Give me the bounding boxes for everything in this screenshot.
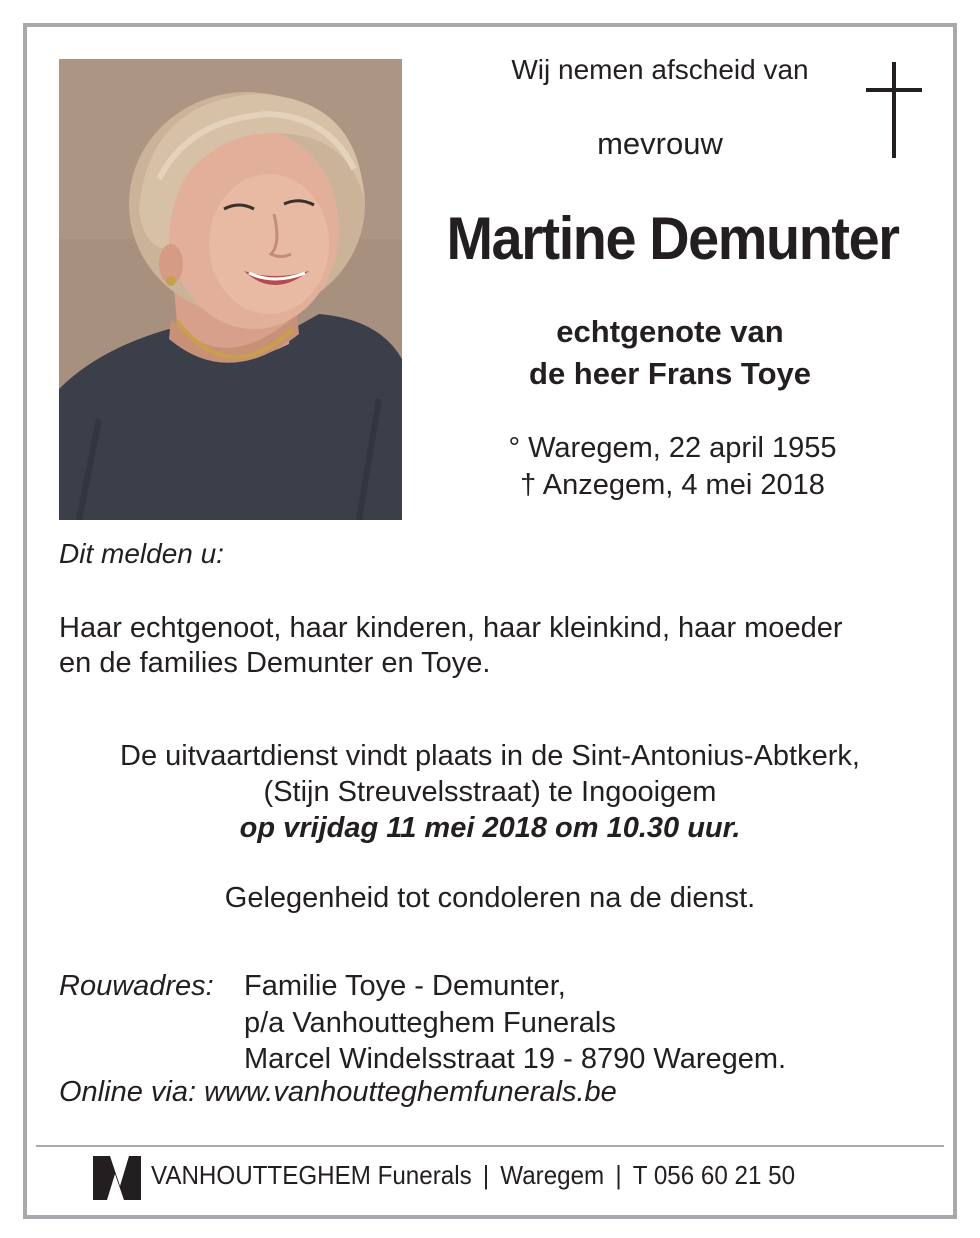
- family-line-2: en de families Demunter en Toye.: [59, 647, 491, 679]
- vanhoutteghem-logo-icon: [93, 1156, 141, 1200]
- death-info: † Anzegem, 4 mei 2018: [520, 469, 825, 501]
- service-datetime: op vrijdag 11 mei 2018 om 10.30 uur.: [239, 812, 741, 844]
- online-link[interactable]: Online via: www.vanhoutteghemfunerals.be: [59, 1076, 617, 1108]
- condolence-text: Gelegenheid tot condoleren na de dienst.: [224, 882, 756, 914]
- address-line-1: Familie Toye - Demunter,: [244, 970, 566, 1002]
- cross-icon: [866, 62, 922, 158]
- footer-divider: [36, 1145, 944, 1147]
- honorific: mevrouw: [597, 126, 723, 161]
- family-line-1: Haar echtgenoot, haar kinderen, haar kleinkind, haar moeder: [59, 612, 843, 644]
- deceased-name: Martine Demunter: [446, 205, 899, 272]
- announce-text: Dit melden u:: [59, 538, 224, 569]
- footer-phone[interactable]: T 056 60 21 50: [632, 1160, 796, 1190]
- portrait-photo: [59, 59, 402, 520]
- footer-bar: [151, 1160, 795, 1191]
- service-line-1: De uitvaartdienst vindt plaats in de Sint-Antonius-Abtkerk,: [120, 740, 860, 772]
- address-label: Rouwadres:: [59, 970, 214, 1002]
- footer-city: Waregem: [500, 1160, 605, 1190]
- intro-text: Wij nemen afscheid van: [511, 54, 809, 85]
- service-line-2: (Stijn Streuvelsstraat) te Ingooigem: [263, 776, 717, 808]
- spouse-line-1: echtgenote van: [556, 314, 784, 349]
- footer-company: VANHOUTTEGHEM Funerals: [151, 1160, 472, 1190]
- birth-info: ° Waregem, 22 april 1955: [508, 432, 837, 464]
- address-line-2: p/a Vanhoutteghem Funerals: [244, 1007, 616, 1039]
- spouse-line-2: de heer Frans Toye: [529, 356, 811, 391]
- footer-separator: |: [482, 1160, 490, 1190]
- address-line-3: Marcel Windelsstraat 19 - 8790 Waregem.: [244, 1043, 787, 1075]
- footer-separator: |: [615, 1160, 622, 1190]
